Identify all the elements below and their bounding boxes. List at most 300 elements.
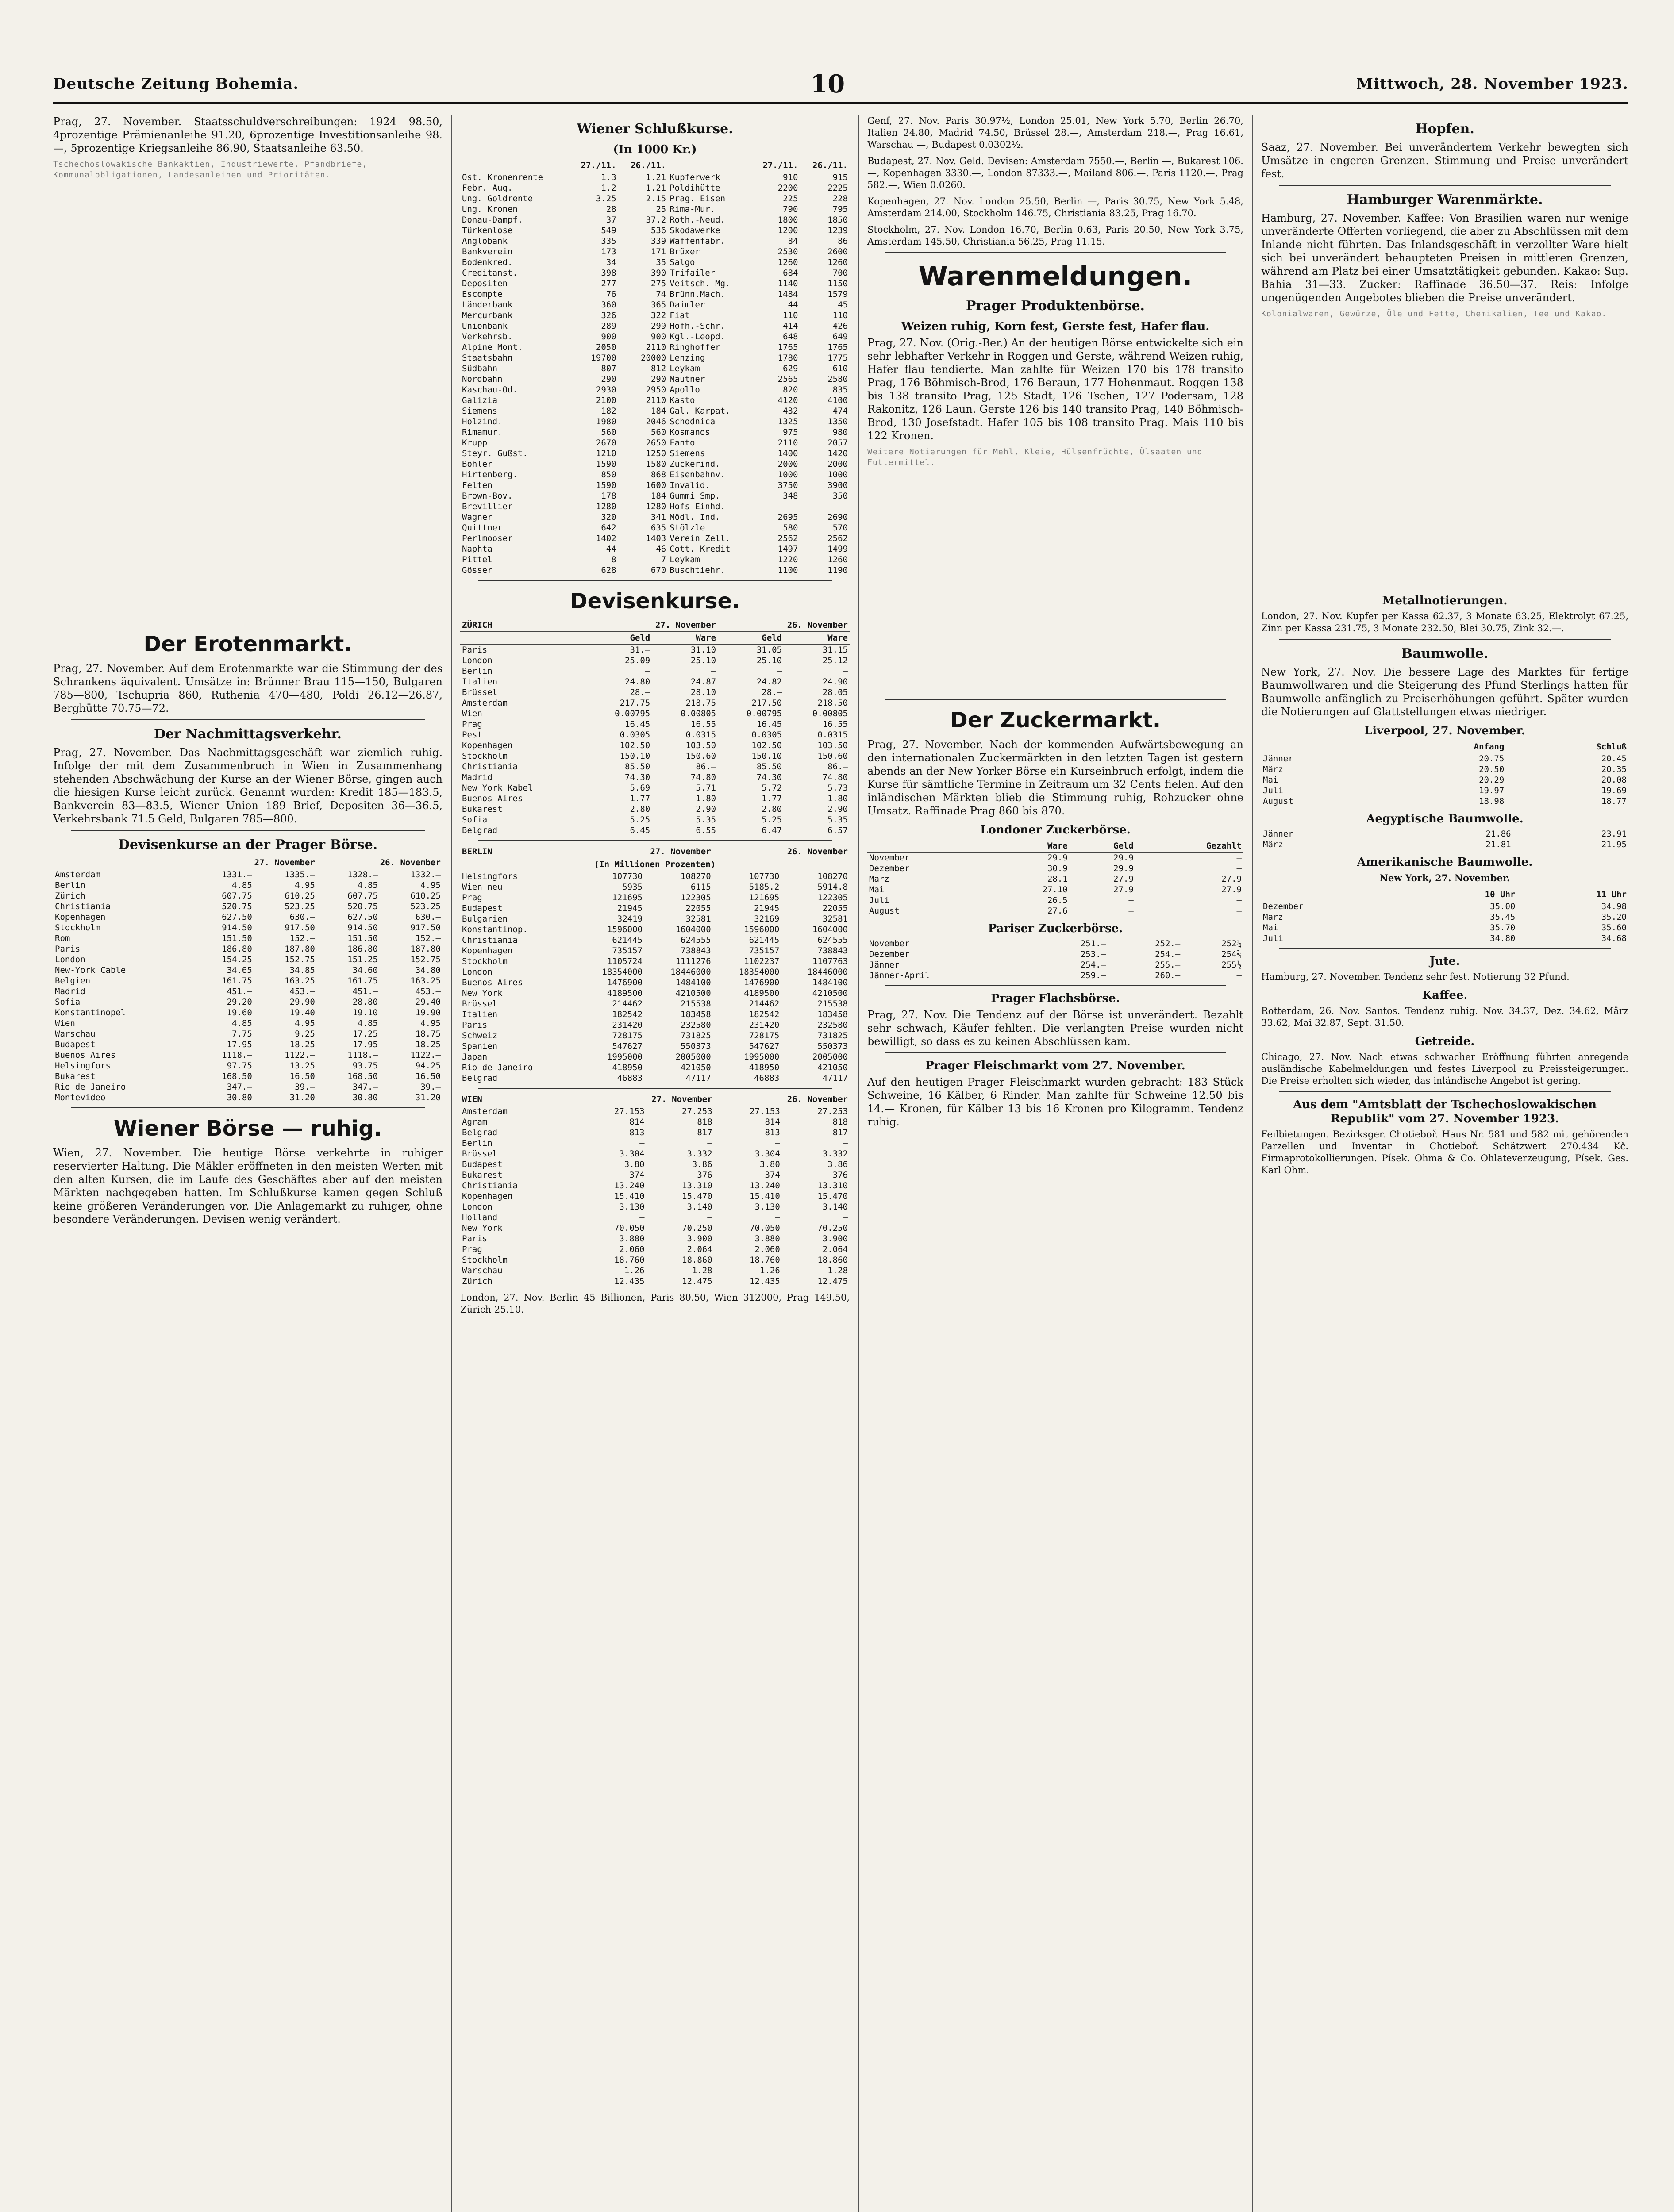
table-row bbox=[1261, 796, 1628, 806]
section-title-jute: Jute. bbox=[1429, 955, 1460, 968]
table-row bbox=[460, 740, 850, 751]
row-label: Christiania bbox=[462, 1181, 518, 1190]
cell-value: 607.75 bbox=[347, 891, 378, 901]
cell-value: 648 bbox=[783, 332, 798, 342]
cell-value: 4189500 bbox=[607, 988, 643, 998]
cell-value: 1150 bbox=[827, 279, 848, 288]
cell-value: 1.21 bbox=[646, 183, 666, 193]
cell-value: 1484100 bbox=[675, 978, 711, 987]
row-label: Agram bbox=[462, 1117, 488, 1127]
row-label: Quittner bbox=[462, 523, 503, 533]
rule bbox=[1279, 639, 1611, 640]
section-title-flax: Prager Flachsbörse. bbox=[991, 992, 1120, 1005]
cell-value: 790 bbox=[783, 204, 798, 214]
cell-value: 868 bbox=[650, 470, 666, 480]
row-label: Gummi Smp. bbox=[670, 491, 720, 501]
vienna-devisen-table bbox=[460, 1093, 850, 1286]
cell-value: 18.77 bbox=[1601, 796, 1627, 806]
cell-value: 35.00 bbox=[1490, 902, 1516, 911]
cell-value: 20.45 bbox=[1601, 754, 1627, 764]
row-label: Paris bbox=[55, 944, 81, 954]
row-label: Juli bbox=[1263, 933, 1283, 943]
row-label: Stockholm bbox=[55, 923, 100, 933]
cell-value: 1280 bbox=[646, 502, 666, 511]
cell-value: 5185.2 bbox=[749, 882, 780, 892]
table-row bbox=[53, 912, 443, 922]
jute-text: Hamburg, 27. November. Tendenz sehr fest. Notierung 32 Pfund. bbox=[1261, 972, 1570, 982]
cell-value: 2.90 bbox=[696, 804, 716, 814]
cell-value: 31.10 bbox=[690, 645, 716, 655]
table-header: 27./11. bbox=[750, 159, 800, 172]
cell-value: 31.20 bbox=[415, 1093, 441, 1102]
row-label: Brüxer bbox=[670, 247, 700, 257]
cell-value: 630.— bbox=[415, 912, 441, 922]
cell-value: 2110 bbox=[646, 342, 666, 352]
table-row bbox=[460, 882, 850, 892]
cell-value: 5.25 bbox=[762, 815, 782, 825]
cell-value: 2000 bbox=[777, 459, 798, 469]
row-label: Staatsbahn bbox=[462, 353, 513, 363]
table-body bbox=[867, 853, 1243, 917]
column-3 bbox=[867, 115, 1243, 2212]
table-row bbox=[460, 1020, 850, 1030]
section-title-paris-sugar: Pariser Zuckerbörse. bbox=[988, 922, 1123, 935]
cell-value: 76 bbox=[606, 289, 616, 299]
cell-value: 218.50 bbox=[817, 698, 848, 708]
cell-value: 13.310 bbox=[682, 1181, 712, 1190]
cell-value: 3.130 bbox=[754, 1202, 780, 1212]
row-label: Kopenhagen bbox=[462, 946, 513, 956]
row-label: Leykam bbox=[670, 364, 700, 373]
cell-value: 4.85 bbox=[232, 880, 252, 890]
cell-value: 74.30 bbox=[625, 772, 650, 782]
cell-value: 1.80 bbox=[827, 794, 848, 803]
cell-value: 2.80 bbox=[630, 804, 650, 814]
cell-value: 290 bbox=[650, 374, 666, 384]
cell-value: 28.80 bbox=[352, 997, 378, 1007]
row-label: Stockholm bbox=[462, 1255, 508, 1265]
table-row bbox=[460, 708, 850, 719]
cell-value: 629 bbox=[783, 364, 798, 373]
cell-value: 17.95 bbox=[227, 1040, 252, 1049]
issue-date: Mittwoch, 28. November 1923. bbox=[1356, 75, 1628, 93]
row-label: Stockholm bbox=[462, 751, 508, 761]
cell-value: 1403 bbox=[646, 534, 666, 543]
table-row bbox=[460, 183, 850, 193]
row-label: Helsingfors bbox=[55, 1061, 111, 1071]
newspaper-page bbox=[53, 66, 1628, 2212]
cell-value: 29.40 bbox=[415, 997, 441, 1007]
table-row bbox=[460, 1138, 850, 1148]
london-note: London, 27. Nov. Berlin 45 Billionen, Paris 80.50, Wien 312000, Prag 149.50, Zürich 25.10. bbox=[460, 1292, 850, 1315]
cell-value: 580 bbox=[783, 523, 798, 533]
cell-value: 917.50 bbox=[410, 923, 441, 933]
row-label: Juli bbox=[1263, 786, 1283, 795]
cell-value: 35.20 bbox=[1601, 912, 1627, 922]
table-row bbox=[460, 935, 850, 945]
row-label: Unionbank bbox=[462, 321, 508, 331]
cell-value: 27.9 bbox=[1221, 885, 1242, 895]
cell-value: 255½ bbox=[1221, 960, 1242, 970]
row-label: Hirtenberg. bbox=[462, 470, 518, 480]
cell-value: 215538 bbox=[817, 999, 848, 1009]
table-row bbox=[460, 676, 850, 687]
cell-value: 1260 bbox=[777, 257, 798, 267]
table-header: Ware bbox=[989, 840, 1070, 853]
row-label: Holzind. bbox=[462, 417, 503, 426]
cell-value: 6.47 bbox=[762, 826, 782, 835]
cell-value: 339 bbox=[650, 236, 666, 246]
cell-value: 35 bbox=[656, 257, 666, 267]
row-label: März bbox=[1263, 840, 1283, 849]
cell-value: 4.95 bbox=[420, 880, 441, 890]
table-row bbox=[460, 1062, 850, 1073]
cell-value: 74.80 bbox=[822, 772, 848, 782]
cell-value: 5.69 bbox=[630, 783, 650, 793]
official-text: Feilbietungen. Bezirksger. Chotieboř. Haus Nr. 581 und 582 mit gehörenden Parzellen und Inventar in Chotieboř. Schätzwert 270.434 Kč. Firmaprotokollierungen. Písek. Ohma & Co. Ohlateverzeugung, Písek. Ges. Karl Ohm. bbox=[1261, 1129, 1628, 1175]
table-row bbox=[460, 374, 850, 384]
row-label: Berlin bbox=[462, 1138, 493, 1148]
cell-value: 5.25 bbox=[630, 815, 650, 825]
cell-value: 161.75 bbox=[222, 976, 252, 986]
table-row bbox=[460, 1255, 850, 1265]
cell-value: 29.9 bbox=[1047, 853, 1068, 863]
cell-value: 0.00805 bbox=[812, 709, 848, 718]
cell-value: 2100 bbox=[596, 396, 616, 405]
cell-value: 735157 bbox=[749, 946, 780, 956]
cell-value: 980 bbox=[832, 427, 848, 437]
cell-value: 28.— bbox=[762, 687, 782, 697]
cell-value: 1260 bbox=[827, 257, 848, 267]
cell-value: 110 bbox=[783, 311, 798, 320]
cell-value: 2225 bbox=[827, 183, 848, 193]
row-label: Zürich bbox=[55, 891, 85, 901]
row-label: Schodnica bbox=[670, 417, 716, 426]
vienna-closing-table bbox=[460, 159, 850, 576]
cell-value: 900 bbox=[650, 332, 666, 342]
row-label: Belgrad bbox=[462, 1073, 498, 1083]
cell-value: 835 bbox=[832, 385, 848, 395]
row-label: Montevideo bbox=[55, 1093, 106, 1102]
cell-value: 18.860 bbox=[817, 1255, 848, 1265]
cell-value: 1596000 bbox=[744, 925, 780, 934]
table-row bbox=[460, 903, 850, 914]
cell-value: 19.90 bbox=[415, 1008, 441, 1018]
row-label: Brüssel bbox=[462, 1149, 498, 1159]
row-label: Bankverein bbox=[462, 247, 513, 257]
cell-value: 1.80 bbox=[696, 794, 716, 803]
table-row bbox=[460, 406, 850, 416]
table-row bbox=[460, 1052, 850, 1062]
row-label: Mautner bbox=[670, 374, 705, 384]
cell-value: 4210500 bbox=[675, 988, 711, 998]
row-label: Buschtiehr. bbox=[670, 565, 726, 575]
cell-value: 3.880 bbox=[754, 1234, 780, 1244]
row-label: Verkehrsb. bbox=[462, 332, 513, 342]
table-row bbox=[460, 1041, 850, 1052]
cell-value: 2.060 bbox=[619, 1244, 645, 1254]
row-label: Jänner bbox=[1263, 829, 1293, 839]
row-label: London bbox=[462, 1202, 493, 1212]
row-label: Italien bbox=[462, 1010, 498, 1019]
cell-value: 225 bbox=[783, 194, 798, 204]
table-row bbox=[460, 793, 850, 804]
cell-value: 818 bbox=[832, 1117, 848, 1127]
row-label: Krupp bbox=[462, 438, 488, 448]
cell-value: 289 bbox=[601, 321, 616, 331]
cell-value: 34.98 bbox=[1601, 902, 1627, 911]
row-label: Rima-Mur. bbox=[670, 204, 716, 214]
cell-value: 183458 bbox=[817, 1010, 848, 1019]
cell-value: 1590 bbox=[596, 459, 616, 469]
table-row bbox=[53, 901, 443, 912]
cell-value: 813 bbox=[765, 1128, 780, 1137]
cell-value: 2110 bbox=[777, 438, 798, 448]
table-row bbox=[460, 416, 850, 427]
cell-value: 1780 bbox=[777, 353, 798, 363]
cell-value: 4.95 bbox=[420, 1018, 441, 1028]
row-label: Dezember bbox=[869, 864, 910, 873]
section-title-hamburg: Hamburger Warenmärkte. bbox=[1347, 192, 1543, 207]
cell-value: 1140 bbox=[777, 279, 798, 288]
cell-value: 21.95 bbox=[1601, 840, 1627, 849]
cell-value: 624555 bbox=[681, 935, 711, 945]
table-header bbox=[867, 840, 989, 853]
cell-value: — bbox=[707, 1213, 712, 1222]
cell-value: 807 bbox=[601, 364, 616, 373]
cell-value: 2057 bbox=[827, 438, 848, 448]
row-label: Schweiz bbox=[462, 1031, 498, 1041]
cell-value: 1122.— bbox=[285, 1050, 315, 1060]
copenhagen-note: Kopenhagen, 27. Nov. London 25.50, Berlin —, Paris 30.75, New York 5.48, Amsterdam 214.00, Stockholm 146.75, Christiania 83.25, Prag 16.70. bbox=[867, 196, 1243, 219]
cell-value: 2650 bbox=[646, 438, 666, 448]
cell-value: 7.75 bbox=[232, 1029, 252, 1039]
cell-value: 15.470 bbox=[682, 1191, 712, 1201]
table-header: 26./11. bbox=[618, 159, 668, 172]
table-row bbox=[460, 544, 850, 554]
cell-value: 1105724 bbox=[607, 956, 643, 966]
table-row bbox=[460, 1265, 850, 1276]
cell-value: 31.20 bbox=[289, 1093, 315, 1102]
cell-value: 735157 bbox=[612, 946, 643, 956]
cell-value: 1476900 bbox=[607, 978, 643, 987]
cell-value: 18.75 bbox=[415, 1029, 441, 1039]
cell-value: 18.25 bbox=[415, 1040, 441, 1049]
cell-value: 547627 bbox=[749, 1041, 780, 1051]
cell-value: 27.9 bbox=[1113, 885, 1134, 895]
table-row bbox=[460, 655, 850, 666]
cell-value: 813 bbox=[629, 1128, 645, 1137]
row-label: Wien bbox=[55, 1018, 75, 1028]
section-title-produce: Prager Produktenbörse. bbox=[966, 298, 1145, 314]
cell-value: 1604000 bbox=[812, 925, 848, 934]
table-row bbox=[53, 869, 443, 880]
cell-value: — bbox=[645, 666, 650, 676]
cell-value: 1.2 bbox=[601, 183, 616, 193]
cell-value: 6.55 bbox=[696, 826, 716, 835]
table-row bbox=[460, 1233, 850, 1244]
row-label: Buenos Aires bbox=[462, 794, 523, 803]
cell-value: 550373 bbox=[681, 1041, 711, 1051]
cell-value: 0.0315 bbox=[685, 730, 716, 740]
row-label: Amsterdam bbox=[55, 870, 100, 879]
cell-value: 150.60 bbox=[817, 751, 848, 761]
row-label: Sofia bbox=[462, 815, 488, 825]
cell-value: 624555 bbox=[817, 935, 848, 945]
cell-value: 610 bbox=[832, 364, 848, 373]
cell-value: 163.25 bbox=[410, 976, 441, 986]
cell-value: 44 bbox=[788, 300, 798, 310]
cell-value: 0.0315 bbox=[817, 730, 848, 740]
row-label: Dezember bbox=[869, 949, 910, 959]
cell-value: 1111276 bbox=[675, 956, 711, 966]
cell-value: 182 bbox=[601, 406, 616, 416]
table-row bbox=[1261, 785, 1628, 796]
cell-value: 5914.8 bbox=[817, 882, 848, 892]
row-label: Sofia bbox=[55, 997, 81, 1007]
table-row bbox=[1261, 753, 1628, 764]
row-label: Jänner-April bbox=[869, 971, 930, 980]
cell-value: 74 bbox=[656, 289, 666, 299]
cell-value: 94.25 bbox=[415, 1061, 441, 1071]
cell-value: 255.— bbox=[1155, 960, 1181, 970]
row-label: Waffenfabr. bbox=[670, 236, 726, 246]
cell-value: 21945 bbox=[617, 903, 643, 913]
row-label: Madrid bbox=[55, 987, 85, 996]
cell-value: 649 bbox=[832, 332, 848, 342]
cell-value: 812 bbox=[650, 364, 666, 373]
row-label: Prag. Eisen bbox=[670, 194, 726, 204]
row-label: Invalid. bbox=[670, 480, 710, 490]
row-label: Italien bbox=[462, 677, 498, 687]
row-label: Salgo bbox=[670, 257, 695, 267]
row-label: Helsingfors bbox=[462, 872, 518, 881]
cell-value: 24.80 bbox=[625, 677, 650, 687]
table-row bbox=[867, 895, 1243, 906]
cell-value: 232580 bbox=[681, 1020, 711, 1030]
row-label: Konstantinopel bbox=[55, 1008, 126, 1018]
row-label: Brüssel bbox=[462, 999, 498, 1009]
cell-value: — bbox=[711, 666, 716, 676]
cell-value: — bbox=[639, 1138, 645, 1148]
row-label: Donau-Dampf. bbox=[462, 215, 523, 225]
table-row bbox=[53, 1092, 443, 1103]
cell-value: 1765 bbox=[827, 342, 848, 352]
cell-value: 1497 bbox=[777, 544, 798, 554]
cell-value: 16.50 bbox=[289, 1071, 315, 1081]
cell-value: 1499 bbox=[827, 544, 848, 554]
cell-value: 728175 bbox=[749, 1031, 780, 1041]
cell-value: 46883 bbox=[617, 1073, 643, 1083]
table-body bbox=[53, 869, 443, 1103]
table-row bbox=[53, 1071, 443, 1082]
cell-value: 1850 bbox=[827, 215, 848, 225]
row-label: Kosmanos bbox=[670, 427, 710, 437]
cell-value: 728175 bbox=[612, 1031, 643, 1041]
table-row bbox=[867, 853, 1243, 864]
cell-value: 20.35 bbox=[1601, 764, 1627, 774]
cell-value: 390 bbox=[650, 268, 666, 278]
table-row bbox=[53, 1018, 443, 1029]
row-label: Ringhoffer bbox=[670, 342, 720, 352]
cell-value: 4189500 bbox=[744, 988, 780, 998]
cell-value: 684 bbox=[783, 268, 798, 278]
table-body bbox=[1261, 829, 1628, 850]
cell-value: 24.87 bbox=[690, 677, 716, 687]
metals-text: London, 27. Nov. Kupfer per Kassa 62.37, 3 Monate 63.25, Elektrolyt 67.25, Zinn per Kassa 231.75, 3 Monate 232.50, Blei 30.75, Zink 32.—. bbox=[1261, 611, 1628, 634]
cell-value: 8 bbox=[611, 555, 616, 565]
cell-value: 453.— bbox=[289, 987, 315, 996]
cell-value: 110 bbox=[832, 311, 848, 320]
cell-value: 1596000 bbox=[607, 925, 643, 934]
cell-value: 451.— bbox=[352, 987, 378, 996]
row-label: Warschau bbox=[462, 1266, 503, 1275]
cell-value: 536 bbox=[650, 226, 666, 235]
table-row bbox=[460, 988, 850, 998]
table-row bbox=[460, 1127, 850, 1138]
cell-value: 1484100 bbox=[812, 978, 848, 987]
section-title-american: Amerikanische Baumwolle. bbox=[1357, 856, 1533, 869]
row-label: Verein Zell. bbox=[670, 534, 731, 543]
cell-value: 32581 bbox=[685, 914, 711, 924]
table-row bbox=[53, 1029, 443, 1039]
cell-value: 2690 bbox=[827, 512, 848, 522]
cell-value: 25.10 bbox=[756, 656, 782, 665]
cell-value: 34.68 bbox=[1601, 933, 1627, 943]
cell-value: 2050 bbox=[596, 342, 616, 352]
cell-value: 13.25 bbox=[289, 1061, 315, 1071]
cell-value: 4.95 bbox=[295, 1018, 315, 1028]
cell-value: 150.60 bbox=[685, 751, 716, 761]
row-label: Bukarest bbox=[462, 1170, 503, 1180]
cell-value: 320 bbox=[601, 512, 616, 522]
cell-value: 44 bbox=[606, 544, 616, 554]
table-row bbox=[460, 977, 850, 988]
cell-value: 15.470 bbox=[817, 1191, 848, 1201]
cell-value: 1995000 bbox=[744, 1052, 780, 1062]
cell-value: 70.050 bbox=[750, 1223, 780, 1233]
cell-value: 122305 bbox=[817, 893, 848, 902]
cell-value: 168.50 bbox=[347, 1071, 378, 1081]
cell-value: 365 bbox=[650, 300, 666, 310]
cell-value: 231420 bbox=[749, 1020, 780, 1030]
table-header: Geld bbox=[718, 632, 784, 645]
cell-value: 31.05 bbox=[756, 645, 782, 655]
row-label: November bbox=[869, 939, 910, 949]
row-label: Daimler bbox=[670, 300, 705, 310]
row-label: New York bbox=[462, 1223, 503, 1233]
cell-value: 25 bbox=[656, 204, 666, 214]
section-title-wares: Warenmeldungen. bbox=[918, 261, 1193, 292]
row-label: Kaschau-Od. bbox=[462, 385, 518, 395]
row-label: Skodawerke bbox=[670, 226, 720, 235]
row-label: Kopenhagen bbox=[55, 912, 106, 922]
table-row bbox=[867, 884, 1243, 895]
rule bbox=[71, 719, 425, 720]
table-row bbox=[460, 469, 850, 480]
row-label: New York Kabel bbox=[462, 783, 533, 793]
row-label: Dezember bbox=[1263, 902, 1304, 911]
table-row bbox=[460, 804, 850, 814]
cell-value: 93.75 bbox=[352, 1061, 378, 1071]
row-label: Konstantinop. bbox=[462, 925, 528, 934]
table-row bbox=[53, 986, 443, 997]
table-row bbox=[460, 246, 850, 257]
table-row bbox=[867, 863, 1243, 874]
table-row bbox=[460, 522, 850, 533]
rule bbox=[478, 1088, 832, 1089]
section-title-coffee: Kaffee. bbox=[1422, 989, 1468, 1002]
